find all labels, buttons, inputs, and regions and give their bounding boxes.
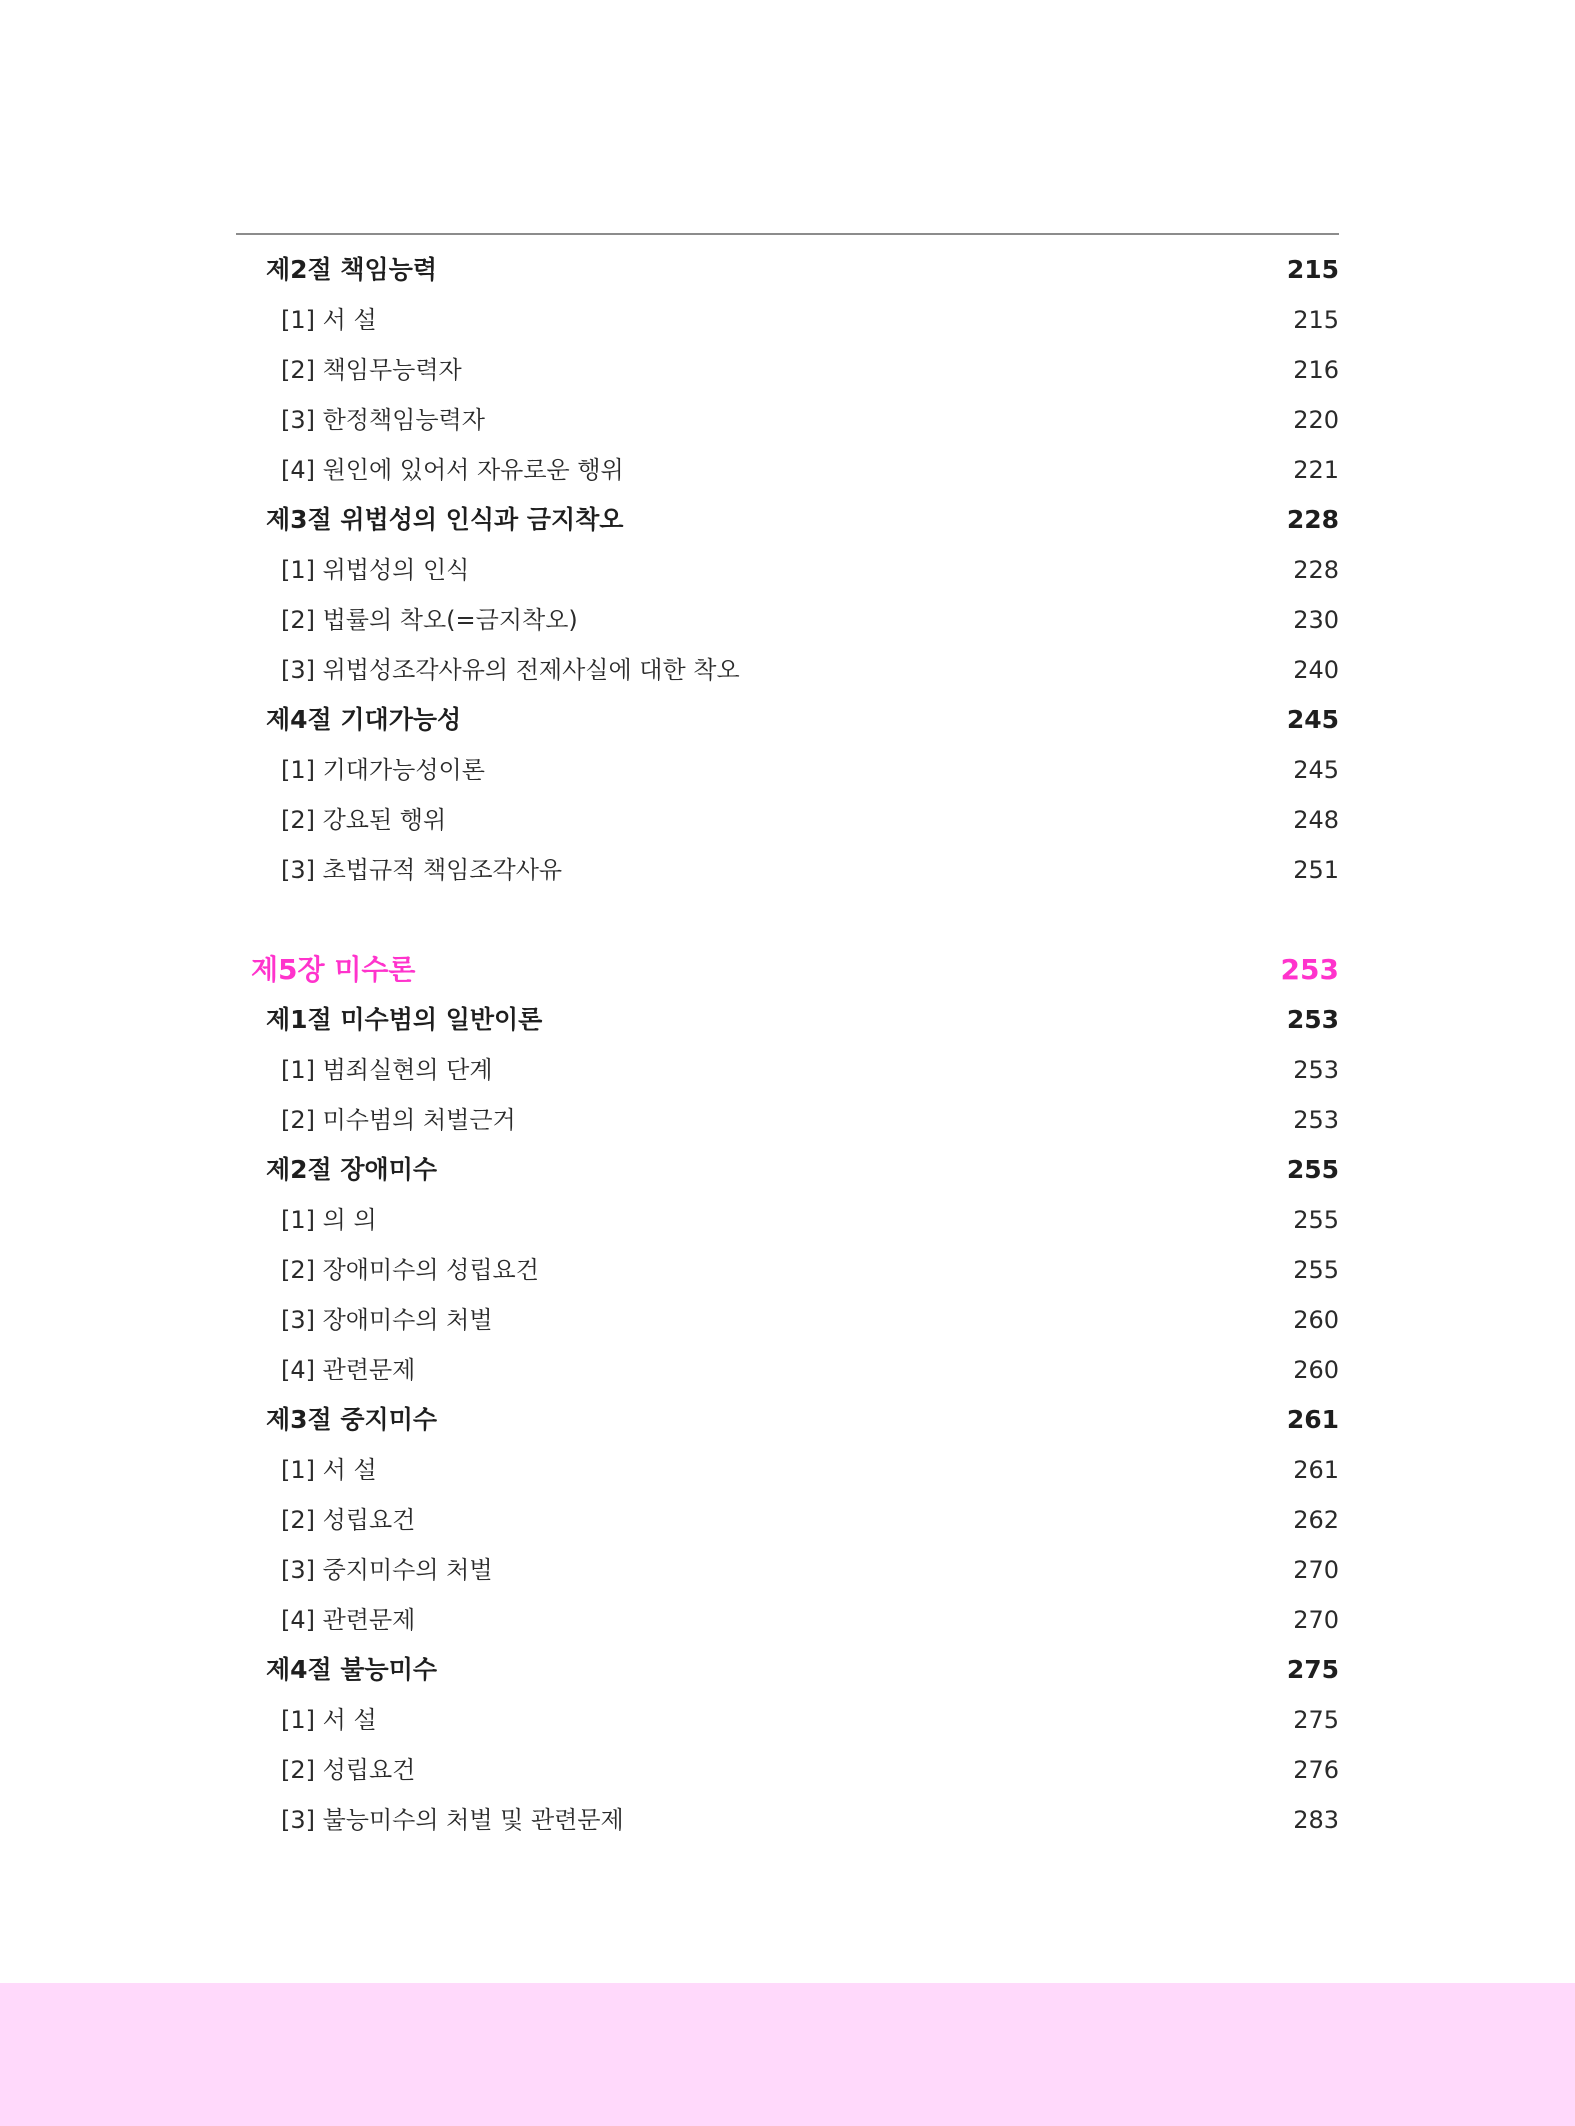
toc-item-row[interactable] — [0, 445, 1575, 495]
toc-item-title: [4] 관련문제 — [281, 1356, 416, 1384]
toc-page-number: 216 — [1293, 356, 1339, 384]
toc-item-row[interactable] — [0, 1345, 1575, 1395]
toc-item-row[interactable] — [0, 1445, 1575, 1495]
toc-item-title: [1] 서 설 — [281, 306, 377, 334]
toc-section-title: 제3절 중지미수 — [266, 1405, 437, 1434]
toc-item-row[interactable] — [0, 295, 1575, 345]
toc-page-number: 253 — [1293, 1106, 1339, 1134]
toc-page-number: 248 — [1293, 806, 1339, 834]
toc-page-number: 283 — [1293, 1806, 1339, 1834]
toc-page-number: 228 — [1293, 556, 1339, 584]
toc-page-number: 240 — [1293, 656, 1339, 684]
toc-section-row[interactable] — [0, 1645, 1575, 1695]
toc-section-title: 제2절 장애미수 — [266, 1155, 437, 1184]
toc-page-number: 253 — [1286, 1005, 1339, 1034]
toc-item-title: [4] 원인에 있어서 자유로운 행위 — [281, 456, 624, 484]
toc-item-title: [2] 법률의 착오(=금지착오) — [281, 606, 578, 634]
toc-item-title: [3] 위법성조각사유의 전제사실에 대한 착오 — [281, 656, 740, 684]
toc-item-row[interactable] — [0, 1245, 1575, 1295]
toc-item-title: [3] 한정책임능력자 — [281, 406, 485, 434]
toc-page-number: 261 — [1293, 1456, 1339, 1484]
toc-item-row[interactable] — [0, 1295, 1575, 1345]
toc-item-row[interactable] — [0, 845, 1575, 895]
toc-page-number: 228 — [1286, 505, 1339, 534]
toc-item-row[interactable] — [0, 745, 1575, 795]
toc-section-title: 제4절 불능미수 — [266, 1655, 437, 1684]
toc-page-number: 245 — [1293, 756, 1339, 784]
toc-item-row[interactable] — [0, 595, 1575, 645]
toc-section-row[interactable] — [0, 1145, 1575, 1195]
toc-chapter-title: 제5장 미수론 — [251, 953, 416, 986]
toc-item-row[interactable] — [0, 1195, 1575, 1245]
toc-item-title: [4] 관련문제 — [281, 1606, 416, 1634]
toc-page-number: 270 — [1293, 1606, 1339, 1634]
toc-item-title: [1] 서 설 — [281, 1706, 377, 1734]
footer-band — [0, 1983, 1575, 2126]
toc-page-number: 255 — [1293, 1206, 1339, 1234]
toc-item-title: [1] 서 설 — [281, 1456, 377, 1484]
toc-page-number: 253 — [1280, 953, 1339, 986]
toc-page-number: 261 — [1286, 1405, 1339, 1434]
toc-page-number: 275 — [1293, 1706, 1339, 1734]
toc-page-number: 255 — [1286, 1155, 1339, 1184]
toc-section-title: 제4절 기대가능성 — [266, 705, 462, 734]
toc-section-title: 제1절 미수범의 일반이론 — [266, 1005, 543, 1034]
toc-page-number: 275 — [1286, 1655, 1339, 1684]
toc-item-row[interactable] — [0, 395, 1575, 445]
toc-item-title: [2] 장애미수의 성립요건 — [281, 1256, 539, 1284]
toc-page-number: 215 — [1293, 306, 1339, 334]
toc-item-title: [3] 불능미수의 처벌 및 관련문제 — [281, 1806, 624, 1834]
toc-item-title: [1] 의 의 — [281, 1206, 377, 1234]
toc-item-row[interactable] — [0, 1545, 1575, 1595]
toc-item-title: [3] 초법규적 책임조각사유 — [281, 856, 563, 884]
toc-page-number: 260 — [1293, 1306, 1339, 1334]
toc-item-title: [2] 성립요건 — [281, 1756, 416, 1784]
toc-item-title: [1] 범죄실현의 단계 — [281, 1056, 493, 1084]
toc-item-row[interactable] — [0, 645, 1575, 695]
toc-item-title: [2] 미수범의 처벌근거 — [281, 1106, 516, 1134]
toc-item-row[interactable] — [0, 1595, 1575, 1645]
toc-item-title: [2] 성립요건 — [281, 1506, 416, 1534]
toc-item-row[interactable] — [0, 1795, 1575, 1845]
toc-item-title: [2] 강요된 행위 — [281, 806, 447, 834]
toc-page-number: 221 — [1293, 456, 1339, 484]
toc-section-row[interactable] — [0, 995, 1575, 1045]
toc-page-number: 276 — [1293, 1756, 1339, 1784]
toc-page-number: 260 — [1293, 1356, 1339, 1384]
toc-page-number: 215 — [1286, 255, 1339, 284]
toc-page-number: 220 — [1293, 406, 1339, 434]
toc-page-number: 230 — [1293, 606, 1339, 634]
toc-section-row[interactable] — [0, 1395, 1575, 1445]
toc-page-number: 255 — [1293, 1256, 1339, 1284]
toc-item-title: [3] 장애미수의 처벌 — [281, 1306, 493, 1334]
toc-item-row[interactable] — [0, 1695, 1575, 1745]
toc-item-row[interactable] — [0, 1045, 1575, 1095]
toc-item-row[interactable] — [0, 1495, 1575, 1545]
toc-page-number: 245 — [1286, 705, 1339, 734]
toc-section-title: 제3절 위법성의 인식과 금지착오 — [266, 505, 624, 534]
toc-section-row[interactable] — [0, 695, 1575, 745]
toc-item-title: [3] 중지미수의 처벌 — [281, 1556, 493, 1584]
toc-page-number: 270 — [1293, 1556, 1339, 1584]
toc-page-number: 251 — [1293, 856, 1339, 884]
toc-item-row[interactable] — [0, 1745, 1575, 1795]
toc-item-title: [2] 책임무능력자 — [281, 356, 462, 384]
toc-item-title: [1] 위법성의 인식 — [281, 556, 470, 584]
toc-section-row[interactable] — [0, 245, 1575, 295]
toc-item-title: [1] 기대가능성이론 — [281, 756, 485, 784]
toc-section-title: 제2절 책임능력 — [266, 255, 437, 284]
toc-section-row[interactable] — [0, 495, 1575, 545]
toc-item-row[interactable] — [0, 345, 1575, 395]
toc-page-number: 253 — [1293, 1056, 1339, 1084]
toc-chapter-row[interactable] — [0, 945, 1575, 995]
toc-item-row[interactable] — [0, 1095, 1575, 1145]
toc-item-row[interactable] — [0, 545, 1575, 595]
toc-page-number: 262 — [1293, 1506, 1339, 1534]
toc-item-row[interactable] — [0, 795, 1575, 845]
